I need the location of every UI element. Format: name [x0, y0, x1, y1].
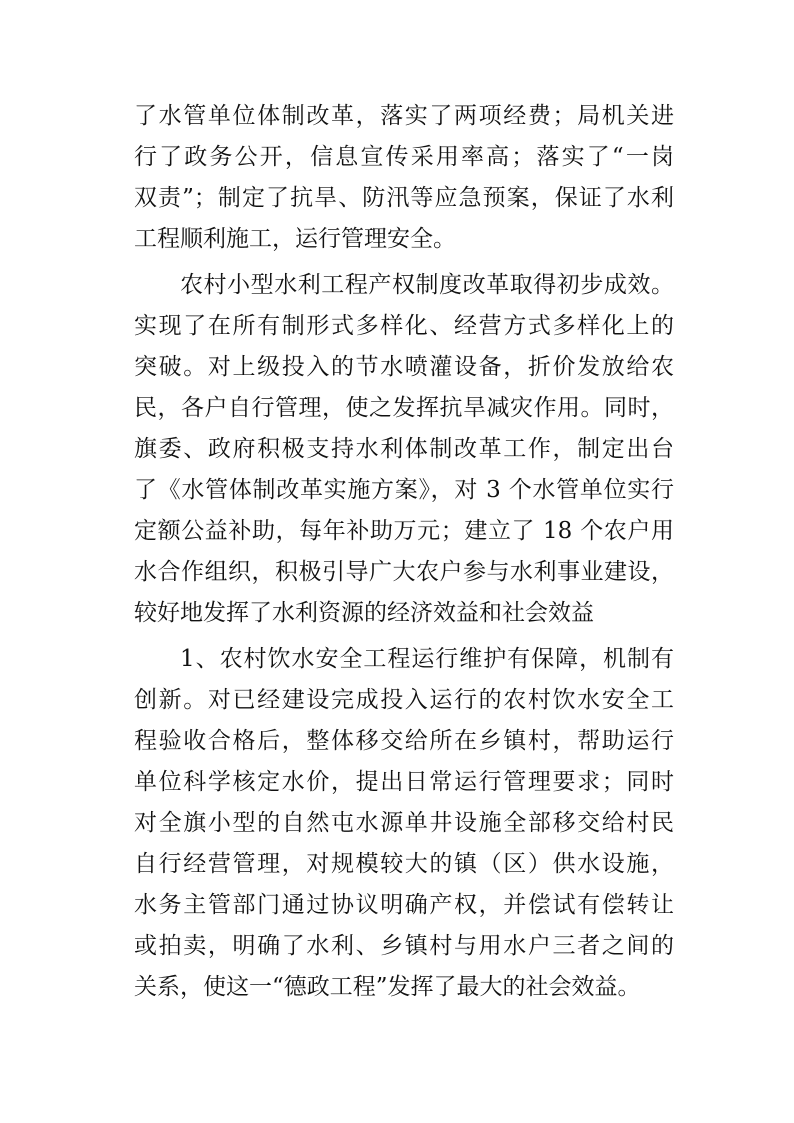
paragraph-3 — [134, 639, 674, 1008]
text-line: 较好地发挥了水利资源的经济效益和社会效益 — [134, 600, 594, 626]
paragraph-2 — [134, 265, 674, 634]
text-line: 水合作组织，积极引导广大农户参与水利事业建设， — [134, 559, 674, 585]
text-line: 对全旗小型的自然屯水源单井设施全部移交给村民 — [134, 810, 674, 836]
document-body — [134, 96, 674, 1013]
text-line: 定额公益补助，每年补助万元；建立了 18 个农户用 — [134, 518, 674, 544]
text-line: 程验收合格后，整体移交给所在乡镇村，帮助运行 — [134, 728, 674, 754]
text-line: 或拍卖，明确了水利、乡镇村与用水户三者之间的 — [134, 933, 674, 959]
text-line: 双责”；制定了抗旱、防汛等应急预案，保证了水利 — [134, 185, 674, 211]
text-line: 实现了在所有制形式多样化、经营方式多样化上的 — [134, 313, 674, 339]
text-line: 1、农村饮水安全工程运行维护有保障，机制有 — [180, 646, 674, 672]
text-line: 关系，使这一“德政工程”发挥了最大的社会效益。 — [134, 974, 641, 1000]
text-line: 了《水管体制改革实施方案》，对 3 个水管单位实行 — [134, 477, 674, 503]
text-line: 民，各户自行管理，使之发挥抗旱减灾作用。同时， — [134, 395, 674, 421]
text-line: 工程顺利施工，运行管理安全。 — [134, 226, 456, 252]
text-line: 自行经营管理，对规模较大的镇（区）供水设施， — [134, 851, 674, 877]
text-line: 行了政务公开，信息宣传采用率高；落实了“一岗 — [134, 144, 674, 170]
text-line: 创新。对已经建设完成投入运行的农村饮水安全工 — [134, 687, 674, 713]
text-line: 突破。对上级投入的节水喷灌设备，折价发放给农 — [134, 354, 674, 380]
text-line: 了水管单位体制改革，落实了两项经费；局机关进 — [134, 103, 674, 129]
paragraph-1 — [134, 96, 674, 260]
text-line: 农村小型水利工程产权制度改革取得初步成效。 — [180, 272, 674, 298]
text-line: 旗委、政府积极支持水利体制改革工作，制定出台 — [134, 436, 674, 462]
text-line: 水务主管部门通过协议明确产权，并偿试有偿转让 — [134, 892, 674, 918]
text-line: 单位科学核定水价，提出日常运行管理要求；同时 — [134, 769, 674, 795]
